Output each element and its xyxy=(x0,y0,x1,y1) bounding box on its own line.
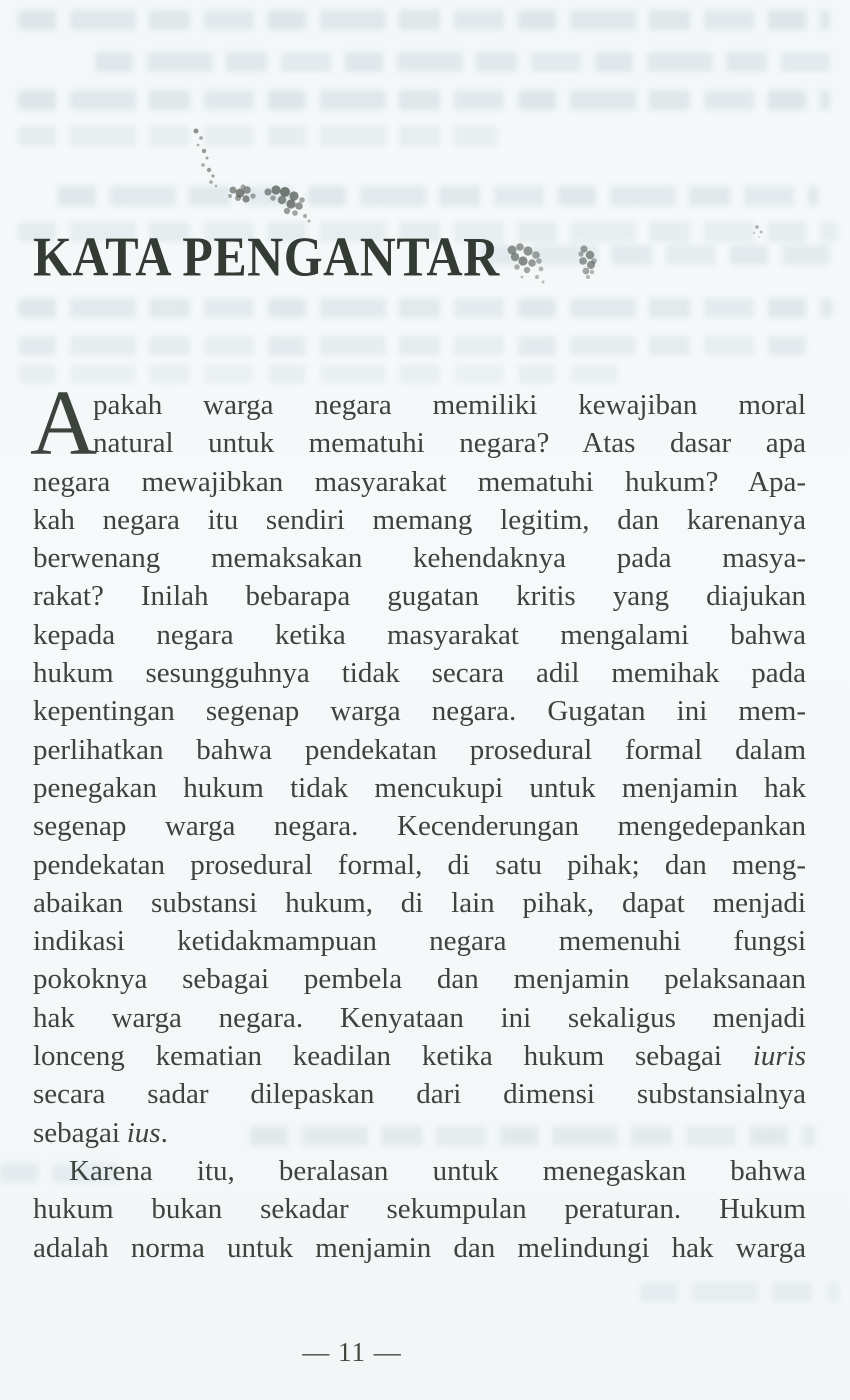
text-line xyxy=(33,1190,806,1228)
text-line xyxy=(33,884,806,922)
bleedthrough-text-line xyxy=(18,298,833,318)
text-line xyxy=(33,577,806,615)
text-segment: penegakan hukum tidak mencukupi untuk menjamin hak xyxy=(33,771,806,804)
text-segment: kepentingan segenap warga negara. Gugatan ini mem- xyxy=(33,695,806,728)
bleedthrough-text-line xyxy=(18,90,830,110)
text-line xyxy=(33,960,806,998)
text-line xyxy=(33,1037,806,1075)
text-line xyxy=(33,616,806,654)
bleedthrough-text-line xyxy=(18,126,498,146)
text-line xyxy=(33,1114,806,1152)
text-segment: pakah warga negara memiliki kewajiban moral xyxy=(93,389,806,421)
bleedthrough-text-line xyxy=(18,364,618,384)
text-line xyxy=(33,731,806,769)
text-line xyxy=(33,539,806,577)
text-segment: . xyxy=(160,1116,168,1149)
text-segment: pendekatan prosedural formal, di satu pihak; dan meng- xyxy=(33,848,806,881)
text-line xyxy=(33,807,806,845)
text-segment: abaikan substansi hukum, di lain pihak, dapat menjadi xyxy=(33,886,806,919)
text-segment: Karena itu, beralasan untuk menegaskan bahwa xyxy=(69,1154,806,1187)
bleedthrough-text-line xyxy=(18,336,808,356)
text-segment: kepada negara ketika masyarakat mengalami bahwa xyxy=(33,618,806,651)
chapter-title: KATA PENGANTAR xyxy=(33,225,500,288)
text-line xyxy=(33,463,806,501)
text-line xyxy=(33,1229,806,1267)
text-line xyxy=(33,1152,806,1190)
text-segment: kah negara itu sendiri memang legitim, dan karenanya xyxy=(33,503,806,536)
text-segment: segenap warga negara. Kecenderungan mengedepankan xyxy=(33,810,806,843)
page-number: — 11 — xyxy=(302,1337,402,1367)
text-line xyxy=(33,1075,806,1113)
bleedthrough-text-line xyxy=(480,245,830,265)
bleedthrough-text-line xyxy=(95,52,830,72)
text-segment: adalah norma untuk menjamin dan melindungi hak warga xyxy=(33,1231,806,1264)
text-line xyxy=(33,999,806,1037)
body-text xyxy=(30,372,806,1267)
text-line xyxy=(33,769,806,807)
text-line xyxy=(33,654,806,692)
text-segment: natural untuk mematuhi negara? Atas dasar apa xyxy=(93,427,806,460)
text-segment: negara mewajibkan masyarakat mematuhi hukum? Apa- xyxy=(33,465,806,498)
text-line xyxy=(33,386,806,424)
latin-term: iuris xyxy=(752,1040,806,1073)
body-text-lines xyxy=(33,386,806,1267)
drop-cap-letter: A xyxy=(30,372,98,475)
bleedthrough-text-line xyxy=(58,186,818,206)
text-line xyxy=(33,501,806,539)
text-line xyxy=(33,424,806,462)
text-segment: hak warga negara. Kenyataan ini sekaligus menjadi xyxy=(33,1001,806,1034)
text-segment: perlihatkan bahwa pendekatan prosedural formal dalam xyxy=(33,733,806,766)
text-segment: hukum sesungguhnya tidak secara adil memihak pada xyxy=(33,657,806,690)
text-segment: hukum bukan sekadar sekumpulan peraturan. Hukum xyxy=(33,1193,806,1226)
text-segment: lonceng kematian keadilan ketika hukum sebagai xyxy=(33,1040,753,1073)
bleedthrough-text-line xyxy=(640,1282,840,1302)
text-line xyxy=(33,922,806,960)
text-segment: pokoknya sebagai pembela dan menjamin pelaksanaan xyxy=(33,963,806,996)
text-segment: indikasi ketidakmampuan negara memenuhi fungsi xyxy=(33,925,806,958)
text-segment: secara sadar dilepaskan dari dimensi substansialnya xyxy=(33,1078,806,1111)
text-line xyxy=(33,692,806,730)
bleedthrough-text-line xyxy=(18,10,830,30)
text-line xyxy=(33,846,806,884)
text-segment: rakat? Inilah bebarapa gugatan kritis yang diajukan xyxy=(33,580,806,613)
latin-term: ius xyxy=(126,1116,161,1149)
text-segment: sebagai xyxy=(33,1116,127,1149)
text-segment: berwenang memaksakan kehendaknya pada masya- xyxy=(33,542,806,575)
